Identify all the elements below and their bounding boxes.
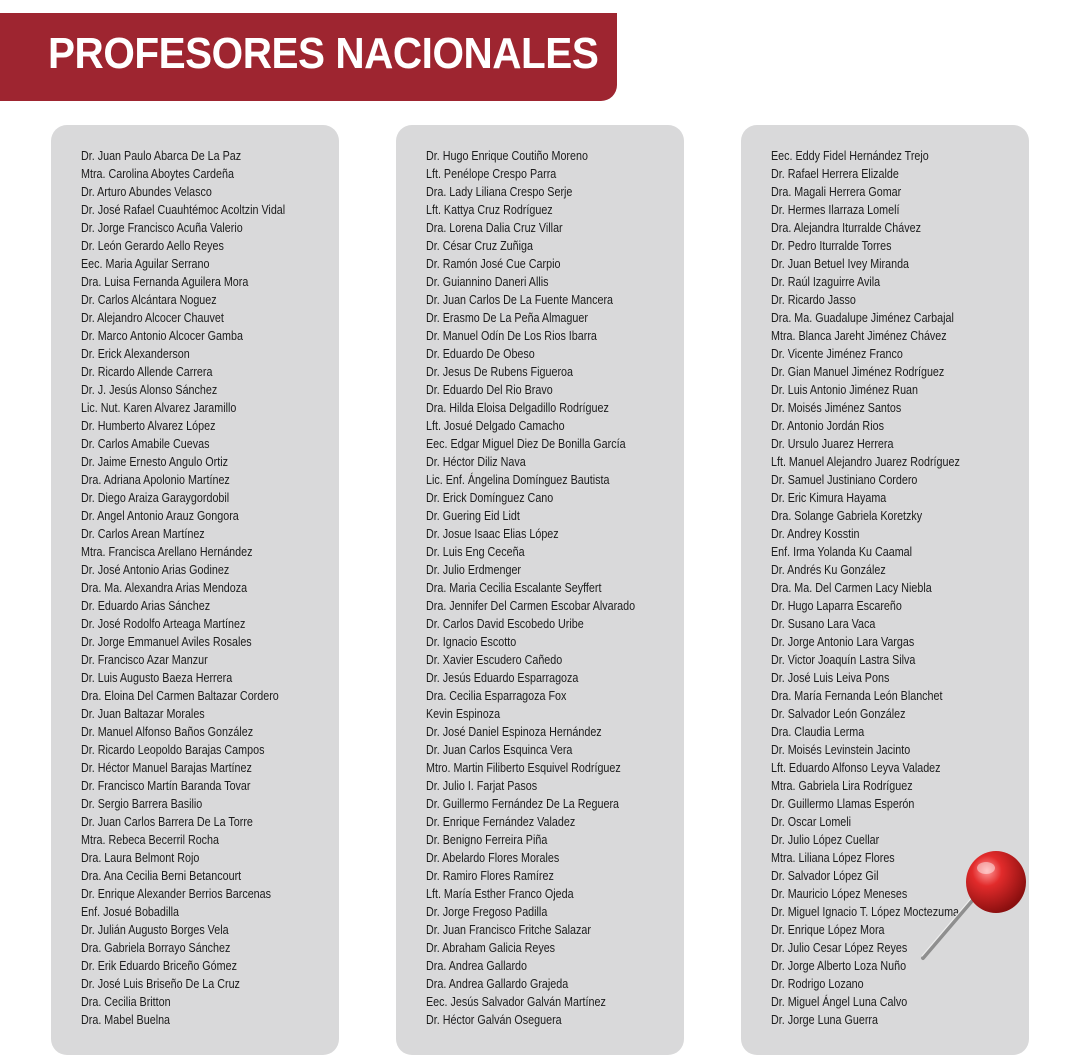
list-item: Dr. Juan Carlos De La Fuente Mancera (426, 293, 614, 307)
list-item: Dr. Erick Alexanderson (81, 347, 190, 361)
list-item: Mtra. Carolina Aboytes Cardeña (81, 167, 234, 181)
list-item: Dra. Andrea Gallardo Grajeda (426, 977, 569, 991)
list-item: Dra. Claudia Lerma (771, 725, 865, 739)
list-item: Dr. Mauricio López Meneses (771, 887, 908, 901)
name-column-2 (396, 125, 684, 1055)
list-item: Dr. César Cruz Zuñiga (426, 239, 533, 253)
list-item: Dr. Luis Antonio Jiménez Ruan (771, 383, 919, 397)
list-item: Dra. Lorena Dalia Cruz Villar (426, 221, 563, 235)
list-item: Dr. Jorge Alberto Loza Nuño (771, 959, 907, 973)
list-item: Dra. Mabel Buelna (81, 1013, 171, 1027)
list-item: Dr. Enrique Fernández Valadez (426, 815, 576, 829)
list-item: Dr. José Luis Briseño De La Cruz (81, 977, 240, 991)
list-item: Dr. Jorge Antonio Lara Vargas (771, 635, 915, 649)
list-item: Dr. Ramón José Cue Carpio (426, 257, 561, 271)
list-item: Dr. Ricardo Allende Carrera (81, 365, 213, 379)
list-item: Dr. Miguel Ángel Luna Calvo (771, 995, 908, 1009)
list-item: Lft. Penélope Crespo Parra (426, 167, 557, 181)
list-item: Dra. Ana Cecilia Berni Betancourt (81, 869, 242, 883)
list-item: Dr. José Rodolfo Arteaga Martínez (81, 617, 246, 631)
title-banner (0, 13, 617, 101)
list-item: Dr. Luis Eng Ceceña (426, 545, 525, 559)
list-item: Dr. Ignacio Escotto (426, 635, 517, 649)
list-item: Dr. Guillermo Fernández De La Reguera (426, 797, 620, 811)
list-item: Lft. Josué Delgado Camacho (426, 419, 565, 433)
list-item: Dr. Ricardo Leopoldo Barajas Campos (81, 743, 265, 757)
list-item: Dr. Salvador López Gil (771, 869, 879, 883)
name-list-2 (426, 147, 669, 1029)
list-item: Dr. Arturo Abundes Velasco (81, 185, 212, 199)
list-item: Dr. Juan Baltazar Morales (81, 707, 205, 721)
list-item: Dr. Raúl Izaguirre Avila (771, 275, 881, 289)
pushpin-icon (918, 844, 1033, 964)
list-item: Dr. José Luis Leiva Pons (771, 671, 890, 685)
list-item: Eec. Eddy Fidel Hernández Trejo (771, 149, 929, 163)
list-item: Dr. Jesus De Rubens Figueroa (426, 365, 573, 379)
list-item: Dr. Julián Augusto Borges Vela (81, 923, 229, 937)
list-item: Dr. Julio Cesar López Reyes (771, 941, 908, 955)
list-item: Dr. Eduardo Arias Sánchez (81, 599, 211, 613)
list-item: Lic. Enf. Ángelina Domínguez Bautista (426, 473, 610, 487)
list-item: Dra. Jennifer Del Carmen Escobar Alvarado (426, 599, 636, 613)
list-item: Dr. Manuel Alfonso Baños González (81, 725, 254, 739)
list-item: Dr. Carlos Alcántara Noguez (81, 293, 217, 307)
list-item: Mtra. Blanca Jareht Jiménez Chávez (771, 329, 947, 343)
list-item: Dra. Ma. Del Carmen Lacy Niebla (771, 581, 932, 595)
list-item: Dr. Victor Joaquín Lastra Silva (771, 653, 916, 667)
list-item: Dra. Eloina Del Carmen Baltazar Cordero (81, 689, 279, 703)
list-item: Lic. Nut. Karen Alvarez Jaramillo (81, 401, 237, 415)
list-item: Dr. Héctor Diliz Nava (426, 455, 526, 469)
list-item: Dr. Diego Araiza Garaygordobil (81, 491, 230, 505)
list-item: Dra. Hilda Eloisa Delgadillo Rodríguez (426, 401, 609, 415)
list-item: Mtro. Martin Filiberto Esquivel Rodríguez (426, 761, 621, 775)
list-item: Dr. Héctor Manuel Barajas Martínez (81, 761, 252, 775)
list-item: Dr. Hermes Ilarraza Lomelí (771, 203, 900, 217)
list-item: Dr. Ricardo Jasso (771, 293, 856, 307)
list-item: Dr. Jorge Luna Guerra (771, 1013, 878, 1027)
list-item: Dr. Jorge Fregoso Padilla (426, 905, 548, 919)
list-item: Enf. Josué Bobadilla (81, 905, 180, 919)
list-item: Dr. Xavier Escudero Cañedo (426, 653, 563, 667)
list-item: Dra. Luisa Fernanda Aguilera Mora (81, 275, 249, 289)
list-item: Dr. Benigno Ferreira Piña (426, 833, 548, 847)
list-item: Dr. Erik Eduardo Briceño Gómez (81, 959, 237, 973)
list-item: Dr. Eric Kimura Hayama (771, 491, 887, 505)
list-item: Dra. Ma. Guadalupe Jiménez Carbajal (771, 311, 954, 325)
list-item: Lft. Kattya Cruz Rodríguez (426, 203, 553, 217)
list-item: Dr. Juan Paulo Abarca De La Paz (81, 149, 242, 163)
list-item: Dr. Rafael Herrera Elizalde (771, 167, 899, 181)
list-item: Dra. Laura Belmont Rojo (81, 851, 200, 865)
list-item: Dr. Oscar Lomeli (771, 815, 852, 829)
list-item: Dr. Andrey Kosstin (771, 527, 860, 541)
list-item: Eec. Maria Aguilar Serrano (81, 257, 210, 271)
list-item: Dra. Alejandra Iturralde Chávez (771, 221, 921, 235)
list-item: Eec. Edgar Miguel Diez De Bonilla García (426, 437, 626, 451)
list-item: Dra. Lady Liliana Crespo Serje (426, 185, 573, 199)
list-item: Dr. Luis Augusto Baeza Herrera (81, 671, 233, 685)
list-item: Dr. Carlos Amabile Cuevas (81, 437, 210, 451)
list-item: Eec. Jesús Salvador Galván Martínez (426, 995, 606, 1009)
list-item: Dr. Humberto Alvarez López (81, 419, 216, 433)
list-item: Dr. Pedro Iturralde Torres (771, 239, 892, 253)
list-item: Dr. Hugo Enrique Coutiño Moreno (426, 149, 588, 163)
list-item: Dr. Julio Erdmenger (426, 563, 522, 577)
list-item: Dr. José Rafael Cuauhtémoc Acoltzin Vidal (81, 203, 286, 217)
list-item: Lft. María Esther Franco Ojeda (426, 887, 574, 901)
list-item: Dr. Erasmo De La Peña Almaguer (426, 311, 588, 325)
list-item: Dr. Guering Eid Lidt (426, 509, 520, 523)
list-item: Dra. Cecilia Britton (81, 995, 171, 1009)
list-item: Dr. Juan Carlos Esquinca Vera (426, 743, 573, 757)
list-item: Lft. Eduardo Alfonso Leyva Valadez (771, 761, 941, 775)
list-item: Dr. Jaime Ernesto Angulo Ortiz (81, 455, 228, 469)
list-item: Dr. Guillermo Llamas Esperón (771, 797, 915, 811)
list-item: Enf. Irma Yolanda Ku Caamal (771, 545, 913, 559)
list-item: Dr. Vicente Jiménez Franco (771, 347, 903, 361)
list-item: Dr. Abelardo Flores Morales (426, 851, 560, 865)
page-title: PROFESORES NACIONALES (48, 29, 599, 78)
list-item: Dr. Ramiro Flores Ramírez (426, 869, 554, 883)
list-item: Dr. Julio López Cuellar (771, 833, 880, 847)
list-item: Dr. Eduardo De Obeso (426, 347, 535, 361)
list-item: Mtra. Gabriela Lira Rodríguez (771, 779, 913, 793)
list-item: Dr. J. Jesús Alonso Sánchez (81, 383, 218, 397)
name-list-1 (81, 147, 318, 1029)
list-item: Dr. José Daniel Espinoza Hernández (426, 725, 602, 739)
list-item: Dr. Erick Domínguez Cano (426, 491, 554, 505)
list-item: Dr. Julio I. Farjat Pasos (426, 779, 538, 793)
list-item: Dra. Andrea Gallardo (426, 959, 527, 973)
list-item: Dr. Marco Antonio Alcocer Gamba (81, 329, 243, 343)
list-item: Dr. Jorge Francisco Acuña Valerio (81, 221, 243, 235)
list-item: Mtra. Rebeca Becerril Rocha (81, 833, 220, 847)
list-item: Dr. Carlos David Escobedo Uribe (426, 617, 584, 631)
list-item: Dr. Manuel Odín De Los Rios Ibarra (426, 329, 597, 343)
list-item: Dr. Samuel Justiniano Cordero (771, 473, 918, 487)
list-item: Dr. Enrique Alexander Berrios Barcenas (81, 887, 272, 901)
list-item: Dr. Francisco Martín Baranda Tovar (81, 779, 251, 793)
list-item: Dra. Gabriela Borrayo Sánchez (81, 941, 231, 955)
list-item: Dr. Sergio Barrera Basilio (81, 797, 203, 811)
list-item: Dr. Jorge Emmanuel Aviles Rosales (81, 635, 252, 649)
list-item: Dra. Adriana Apolonio Martínez (81, 473, 230, 487)
list-item: Dr. Juan Francisco Fritche Salazar (426, 923, 591, 937)
list-item: Dr. Guiannino Daneri Allis (426, 275, 549, 289)
list-item: Dr. Eduardo Del Rio Bravo (426, 383, 553, 397)
list-item: Dr. Gian Manuel Jiménez Rodríguez (771, 365, 945, 379)
list-item: Dr. Andrés Ku González (771, 563, 886, 577)
list-item: Dr. Angel Antonio Arauz Gongora (81, 509, 239, 523)
list-item: Dr. Josue Isaac Elias López (426, 527, 559, 541)
list-item: Dra. Solange Gabriela Koretzky (771, 509, 923, 523)
list-item: Dr. Carlos Arean Martínez (81, 527, 205, 541)
list-item: Dr. Francisco Azar Manzur (81, 653, 208, 667)
list-item: Dr. Héctor Galván Oseguera (426, 1013, 562, 1027)
list-item: Dr. Hugo Laparra Escareño (771, 599, 902, 613)
list-item: Dr. Juan Betuel Ivey Miranda (771, 257, 910, 271)
list-item: Lft. Manuel Alejandro Juarez Rodríguez (771, 455, 960, 469)
list-item: Dra. Maria Cecilia Escalante Seyffert (426, 581, 602, 595)
list-item: Dra. Ma. Alexandra Arias Mendoza (81, 581, 248, 595)
list-item: Dr. Juan Carlos Barrera De La Torre (81, 815, 253, 829)
list-item: Dra. Magali Herrera Gomar (771, 185, 902, 199)
list-item: Dr. Salvador León González (771, 707, 906, 721)
list-item: Dr. Susano Lara Vaca (771, 617, 876, 631)
list-item: Dr. Miguel Ignacio T. López Moctezuma (771, 905, 960, 919)
list-item: Dr. Rodrigo Lozano (771, 977, 864, 991)
list-item: Kevin Espinoza (426, 707, 501, 721)
name-column-1 (51, 125, 339, 1055)
list-item: Dr. Antonio Jordán Rios (771, 419, 884, 433)
list-item: Dr. Alejandro Alcocer Chauvet (81, 311, 224, 325)
list-item: Dr. Ursulo Juarez Herrera (771, 437, 894, 451)
list-item: Dr. José Antonio Arias Godinez (81, 563, 230, 577)
list-item: Mtra. Liliana López Flores (771, 851, 895, 865)
list-item: Dr. Jesús Eduardo Esparragoza (426, 671, 579, 685)
list-item: Dra. María Fernanda León Blanchet (771, 689, 943, 703)
list-item: Dra. Cecilia Esparragoza Fox (426, 689, 567, 703)
list-item: Dr. Abraham Galicia Reyes (426, 941, 556, 955)
list-item: Dr. Moisés Levinstein Jacinto (771, 743, 911, 757)
list-item: Dr. León Gerardo Aello Reyes (81, 239, 224, 253)
list-item: Mtra. Francisca Arellano Hernández (81, 545, 253, 559)
list-item: Dr. Enrique López Mora (771, 923, 885, 937)
list-item: Dr. Moisés Jiménez Santos (771, 401, 902, 415)
